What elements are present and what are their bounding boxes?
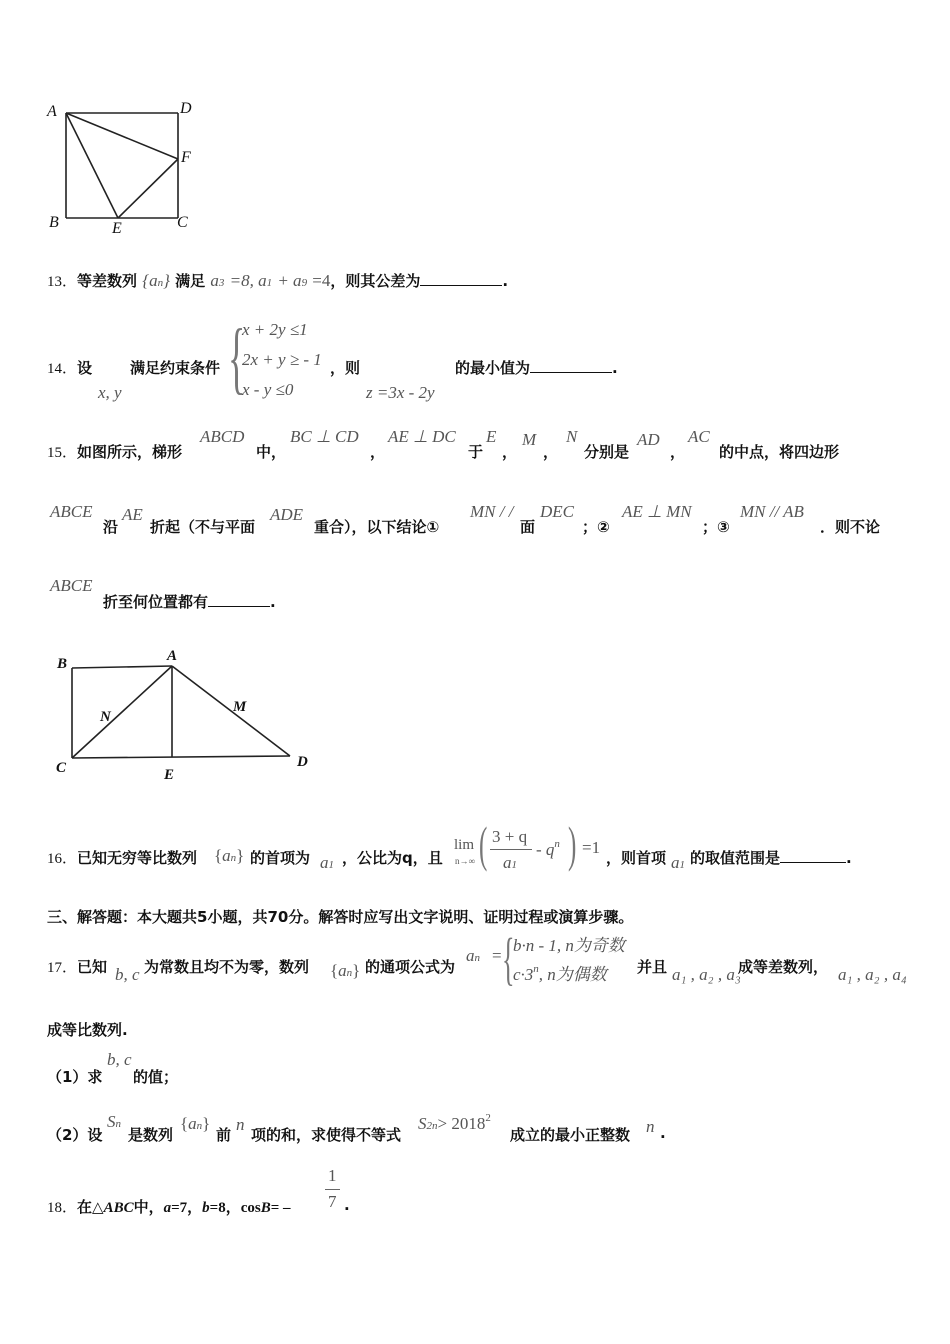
q18-frac-num: 1 xyxy=(328,1166,337,1185)
q17-case1: b·n - 1, n为奇数 xyxy=(513,936,625,955)
q17-part1-bc: b, c xyxy=(107,1050,132,1069)
q17-part2-seq: {an} xyxy=(180,1114,211,1133)
q17-part2-s: Sn xyxy=(107,1112,121,1131)
q17-brace: { xyxy=(502,926,515,991)
q15-abce: ABCE xyxy=(50,502,93,521)
question-13: 13．等差数列 {an} 满足 a3 =8, a1 + a9 =4，则其公差为 . xyxy=(47,271,509,290)
question-18: 18．在△ABC中，a=7，b=8，cosB= – xyxy=(47,1198,291,1216)
q14-text: 满足约束条件 xyxy=(130,359,221,377)
q16-denom: a1 xyxy=(503,853,517,872)
q16-frac-bar xyxy=(490,849,532,850)
q15-comma1: ， xyxy=(370,443,386,461)
q17-t4: 并且 xyxy=(637,958,668,976)
q15-t9: 面 xyxy=(520,518,536,536)
q17-part2-d: 项的和，求使得不等式 xyxy=(251,1126,402,1144)
q18-frac-bar xyxy=(325,1189,340,1190)
q17-line2: 成等比数列. xyxy=(47,1021,128,1039)
q16-t5: 的取值范围是 . xyxy=(690,849,852,867)
fig1-label-c: C xyxy=(177,214,188,231)
q16-t3: ，公比为q，且 xyxy=(342,849,443,867)
q17-part2-e: 成立的最小正整数 xyxy=(510,1126,631,1144)
q14-tail: 的最小值为 . xyxy=(455,359,618,377)
q15-perp2: AE ⊥ DC xyxy=(388,427,456,446)
q16-t4: ，则首项 xyxy=(606,849,667,867)
fig2-label-b: B xyxy=(57,656,68,672)
fig1-label-d: D xyxy=(180,100,192,117)
q17-trip2: a₁ , a₂ , a₄ xyxy=(838,965,907,984)
q17-t2: 为常数且均不为零，数列 xyxy=(144,958,310,976)
q15-abcd: ABCD xyxy=(200,427,245,446)
fig1-label-f: F xyxy=(181,149,191,166)
q15-ad: AD xyxy=(637,430,660,449)
q17-seq: {an} xyxy=(330,961,361,980)
q16-eq1: =1 xyxy=(582,838,601,857)
q16-numer: 3 + q xyxy=(492,827,528,846)
q17-part2-ineq: $S2n> 2018^2$ xyxy=(418,1112,491,1133)
fig1-label-b: B xyxy=(49,214,59,231)
q15-c2: AE ⊥ MN xyxy=(622,502,692,521)
q15-ac: AC xyxy=(688,427,710,446)
q16-rparen: ) xyxy=(568,816,577,872)
q17-an: an xyxy=(466,946,480,965)
q18-end: . xyxy=(344,1196,350,1214)
fig2-label-n: N xyxy=(100,709,111,725)
q16-minus-q: - $q^n$ xyxy=(536,838,560,859)
q17-eq: = xyxy=(492,946,502,965)
q17-part2-end: . xyxy=(660,1124,666,1142)
answer-blank[interactable] xyxy=(530,358,612,373)
q17-t5: 成等差数列， xyxy=(738,958,829,976)
q15-comma2: ， xyxy=(502,443,518,461)
q17-part2-n: n xyxy=(236,1115,245,1134)
q15-m: M xyxy=(522,430,537,449)
q15-c3: MN // AB xyxy=(740,502,804,521)
q17-part1-end: 的值； xyxy=(133,1068,179,1086)
q15-comma3: ， xyxy=(543,443,559,461)
answer-blank[interactable] xyxy=(208,592,270,607)
answer-blank[interactable] xyxy=(780,848,846,863)
q15-t6: 沿 xyxy=(103,518,119,536)
q17-case2: $c\cdot 3^n$, n为偶数 xyxy=(513,963,607,984)
question-14-number: 14．设 xyxy=(47,359,93,377)
fig2-label-e: E xyxy=(164,767,175,783)
q15-dec: DEC xyxy=(540,502,574,521)
q15-n: N xyxy=(566,427,578,446)
q17-bc: b, c xyxy=(115,965,140,984)
q15-t4: 分别是 xyxy=(584,443,630,461)
q14-objective: z =3x - 2y xyxy=(366,383,435,402)
q16-a1: a1 xyxy=(320,853,334,872)
q15-num: 15．如图所示，梯形 xyxy=(47,443,183,461)
q17-part2-c: 前 xyxy=(216,1126,232,1144)
fig1-label-a: A xyxy=(47,103,57,120)
q15-t8: 重合），以下结论① xyxy=(314,518,440,536)
q15-t2: 中， xyxy=(256,443,287,461)
q16-t2: 的首项为 xyxy=(250,849,311,867)
q15-t12: ．则不论 xyxy=(820,518,881,536)
q16-lparen: ( xyxy=(479,816,488,872)
q15-t7: 折起（不与平面 xyxy=(150,518,256,536)
q14-cond-2: 2x + y ≥ - 1 xyxy=(242,350,322,369)
q16-seq: {an} xyxy=(214,846,245,865)
q15-t5: 的中点，将四边形 xyxy=(719,443,840,461)
q17-trip1: a₁ , a₂ , a₃ xyxy=(672,965,741,984)
q16-limsub: n→∞ xyxy=(455,856,475,866)
q15-e: E xyxy=(486,427,497,446)
fig2-label-m: M xyxy=(233,699,247,715)
q15-t11: ；③ xyxy=(702,518,730,536)
q15-t13: 折至何位置都有 . xyxy=(103,593,276,611)
section-3-heading: 三、解答题：本大题共5小题，共70分。解答时应写出文字说明、证明过程或演算步骤。 xyxy=(47,908,634,926)
q15-perp1: BC ⊥ CD xyxy=(290,427,359,446)
answer-blank[interactable] xyxy=(420,271,502,286)
q14-vars: x, y xyxy=(98,383,122,402)
q15-abce2: ABCE xyxy=(50,576,93,595)
q14-brace: { xyxy=(228,314,246,402)
q15-comma4: ， xyxy=(670,443,686,461)
fig2-label-d: D xyxy=(297,754,308,770)
q15-t3: 于 xyxy=(468,443,484,461)
q14-cond-3: x - y ≤0 xyxy=(242,380,294,399)
q17-part2: （2）设 xyxy=(47,1126,103,1144)
q17-part2-b: 是数列 xyxy=(128,1126,174,1144)
q15-ae: AE xyxy=(122,505,143,524)
q14-cond-1: x + 2y ≤1 xyxy=(242,320,308,339)
q17-part2-n2: n xyxy=(646,1117,655,1136)
q17-t3: 的通项公式为 xyxy=(365,958,456,976)
q15-t10: ；② xyxy=(582,518,610,536)
q16-a1b: a1 xyxy=(671,853,685,872)
q16-num: 16．已知无穷等比数列 xyxy=(47,849,198,867)
figure-trapezoid xyxy=(50,645,320,785)
q18-frac-den: 7 xyxy=(328,1192,337,1211)
q14-then: ，则 xyxy=(330,359,361,377)
fig1-label-e: E xyxy=(112,220,122,237)
fig2-label-c: C xyxy=(56,760,67,776)
q15-ade: ADE xyxy=(270,505,304,524)
q15-c1: MN / / xyxy=(470,502,514,521)
q17-part1: （1）求 xyxy=(47,1068,103,1086)
q16-lim: lim xyxy=(454,837,475,853)
q17-num: 17．已知 xyxy=(47,958,108,976)
fig2-label-a: A xyxy=(167,648,178,664)
